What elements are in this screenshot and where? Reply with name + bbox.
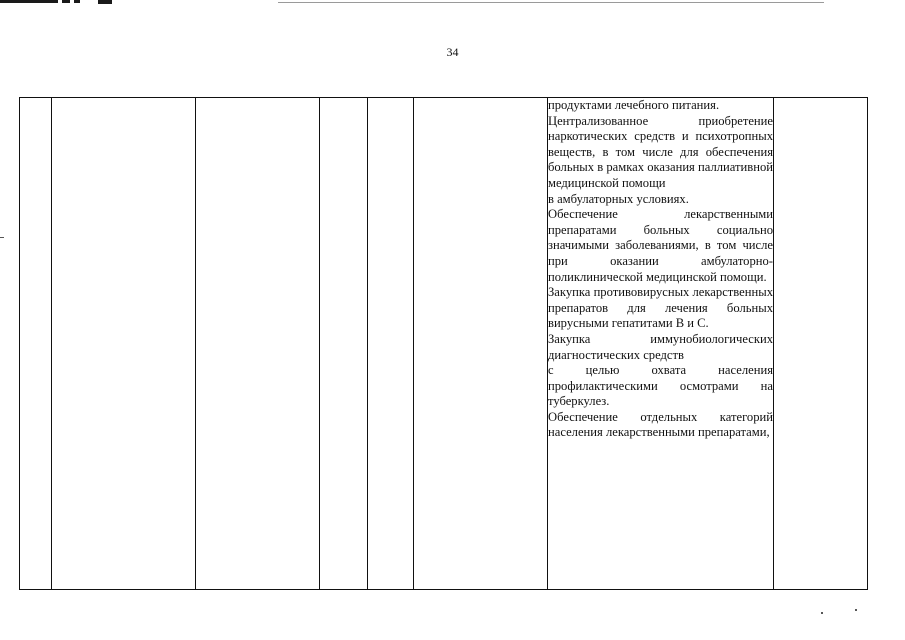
- measures-text: продуктами лечебного питания. Централизованное приобретение наркотических средств и психотропных веществ, в том числе для обеспечения больных в рамках оказания паллиативной медицинской помощи в амбулаторных условиях. Обеспечение лекарственными препаратами больных социально значимыми заболеваниями, в том числе при оказании амбулаторно-поликлинической медицинской помощи. Закупка противовирусных лекарственных препаратов для лечения больных вирусными гепатитами В и С. Закупка иммунобиологических диагностических средств с целью охвата населения профилактическими осмотрами на туберкулез. Обеспечение отдельных категорий населения лекарственными препаратами,: [548, 98, 773, 440]
- table-cell-end: [368, 98, 414, 590]
- scan-artifact: [98, 0, 112, 4]
- table-cell-executor: [196, 98, 320, 590]
- scan-artifact: [821, 612, 823, 614]
- table-cell-start: [320, 98, 368, 590]
- table-cell-measures: [548, 98, 774, 590]
- scan-artifact: [855, 609, 857, 611]
- scan-artifact: [74, 0, 80, 3]
- table-row: [20, 98, 868, 590]
- table-cell-notes: [774, 98, 868, 590]
- scan-artifact: [0, 237, 4, 238]
- table-cell-name: [52, 98, 196, 590]
- page-number: 34: [446, 45, 459, 59]
- scan-artifact: [62, 0, 70, 3]
- table-cell-number: [20, 98, 52, 590]
- header-rule: [278, 2, 824, 3]
- scan-artifact: [0, 0, 58, 3]
- table-cell-result: [414, 98, 548, 590]
- document-table: [19, 97, 868, 590]
